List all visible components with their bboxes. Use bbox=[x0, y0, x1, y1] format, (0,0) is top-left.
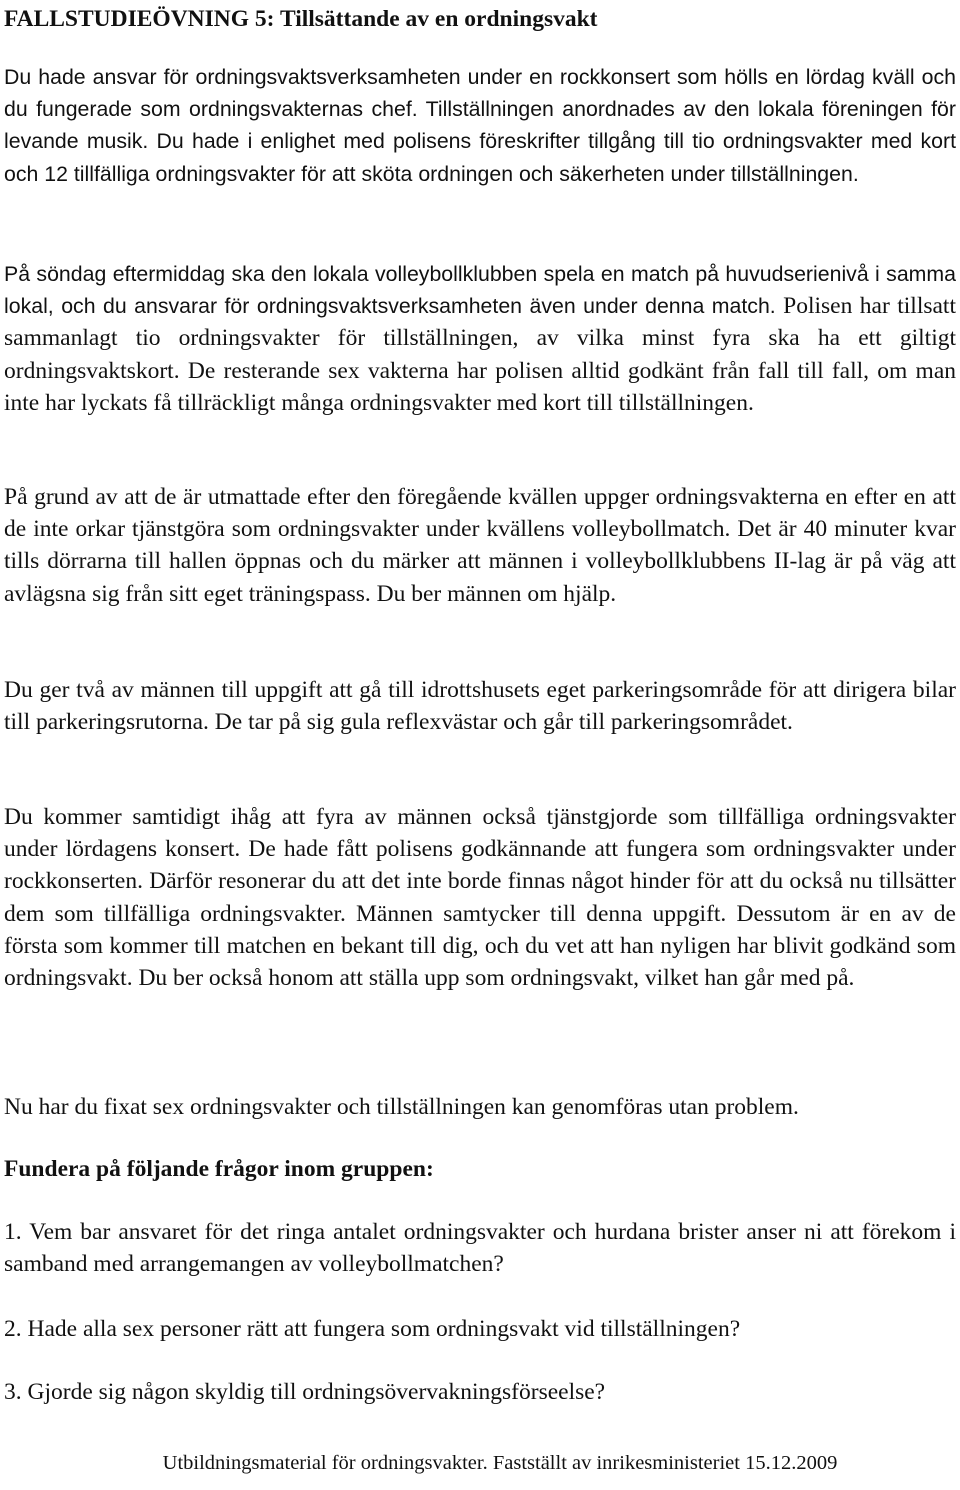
paragraph-5: Du kommer samtidigt ihåg att fyra av männen också tjänstgjorde som tillfälliga ordningsvakter under lördagens konsert. De hade fått polisens godkännande att fungera som ordningsvakter under rockkonserten. Därför resonerar du att det inte borde finnas något hinder för att du också nu tillsätter dem som tillfälliga ordningsvakter. Männen samtycker till denna uppgift. Dessutom är en av de första som kommer till matchen en bekant till dig, och du vet att han nyligen har blivit godkänd som ordningsvakt. Du ber också honom att ställa upp som ordningsvakt, vilket han går med på. bbox=[4, 804, 956, 992]
paragraph-1-part-b: Du hade i enlighet med polisens föreskrifter tillgång till tio ordningsvakter med kort och 12 tillfälliga ordningsvakter för att sköta ordningen och säkerheten under tillställningen. bbox=[4, 129, 956, 186]
paragraph-2-part-c: De resterande sex vakterna har polisen alltid godkänt från fall till fall, om man inte har lyckats få tillräckligt många ordningsvakter med kort till tillställningen. bbox=[4, 357, 956, 416]
paragraph-1-part-a: Du hade ansvar för ordningsvaktsverksamheten under en rockkonsert som hölls en lördag kväll och du fungerade som ordningsvakternas chef. Tillställningen anordnades av den lokala föreningen för levande musik. bbox=[4, 65, 956, 154]
paragraph-2-part-a: På söndag eftermiddag ska den lokala volleybollklubben spela en match på huvudserienivå i samma lokal, och du ansvarar för ordningsvaktsverksamheten även under denna match. bbox=[4, 262, 956, 319]
paragraph-4: Du ger två av männen till uppgift att gå till idrottshusets eget parkeringsområde för att dirigera bilar till parkeringsrutorna. De tar på sig gula reflexvästar och går till parkeringsområdet. bbox=[4, 677, 956, 736]
questions-heading: Fundera på följande frågor inom gruppen: bbox=[4, 1156, 434, 1182]
paragraph-3: På grund av att de är utmattade efter den föregående kvällen uppger ordningsvakterna en efter en att de inte orkar tjänstgöra som ordningsvakter under kvällens volleybollmatch. Det är 40 minuter kvar tills dörrarna till hallen öppnas och du märker att männen i volleybollklubbens II-lag är på väg att avlägsna sig från sitt eget träningspass. Du ber männen om hjälp. bbox=[4, 484, 956, 607]
question-2: 2. Hade alla sex personer rätt att fungera som ordningsvakt vid tillställningen? bbox=[4, 1316, 741, 1342]
page-footer: Utbildningsmaterial för ordningsvakter. Fastställt av inrikesministeriet 15.12.2009 bbox=[162, 1452, 838, 1474]
paragraph-2-part-b: Polisen har tillsatt sammanlagt tio ordningsvakter för tillställningen, av vilka minst fyra ska ha ett giltigt ordningsvaktskort. bbox=[4, 293, 956, 384]
paragraph-1 bbox=[4, 61, 956, 190]
paragraph-2 bbox=[4, 258, 956, 419]
question-1: 1. Vem bar ansvaret för det ringa antalet ordningsvakter och hurdana brister anser ni att förekom i samband med arrangemangen av volleybollmatchen? bbox=[4, 1219, 956, 1278]
question-3: 3. Gjorde sig någon skyldig till ordningsövervakningsförseelse? bbox=[4, 1379, 606, 1405]
document-title: FALLSTUDIEÖVNING 5: Tillsättande av en ordningsvakt bbox=[4, 6, 598, 32]
paragraph-6: Nu har du fixat sex ordningsvakter och tillställningen kan genomföras utan problem. bbox=[4, 1094, 799, 1120]
